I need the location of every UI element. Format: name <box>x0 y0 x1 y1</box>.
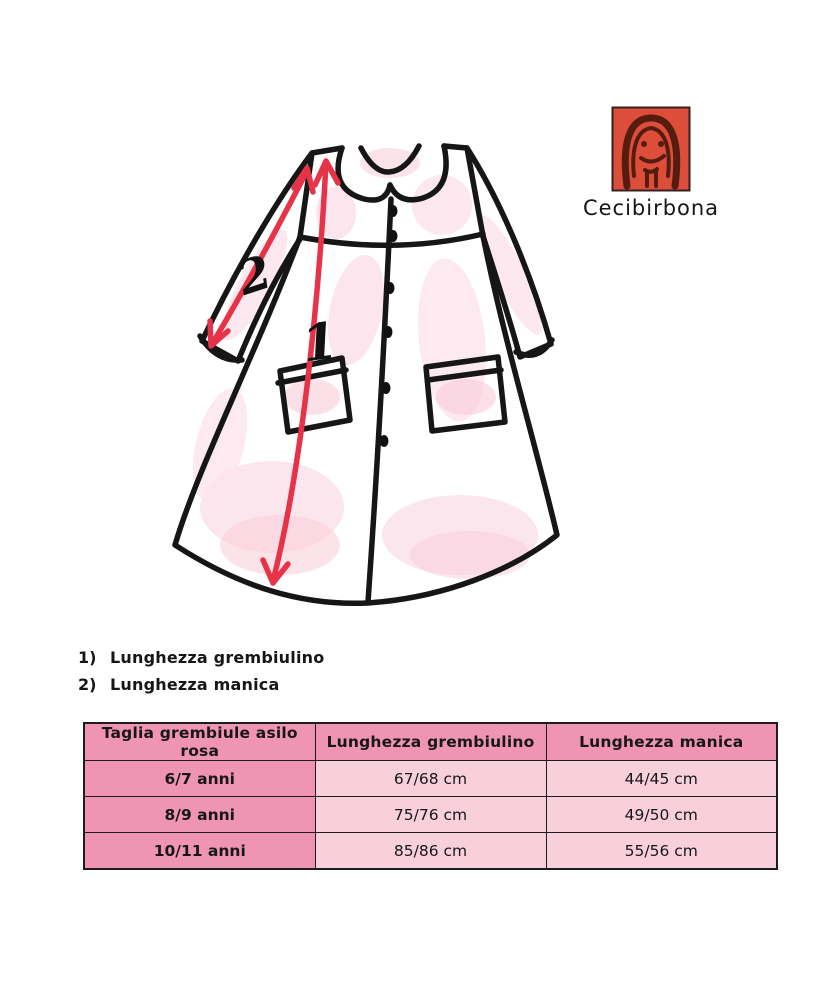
sleeve-cell: 44/45 cm <box>546 761 777 797</box>
length-cell: 85/86 cm <box>315 833 546 870</box>
sleeve-cell: 49/50 cm <box>546 797 777 833</box>
legend-item-length <box>78 649 324 667</box>
arrow-label-length: 1 <box>298 310 342 374</box>
size-cell: 6/7 anni <box>84 761 315 797</box>
length-cell: 67/68 cm <box>315 761 546 797</box>
legend-item-sleeve <box>78 676 324 694</box>
measurement-legend <box>78 649 324 703</box>
table-row <box>84 797 777 833</box>
column-header-size: Taglia grembiule asilo rosa <box>84 723 315 761</box>
brand-logo-icon <box>611 106 691 192</box>
length-cell: 75/76 cm <box>315 797 546 833</box>
brand-block <box>576 106 726 220</box>
legend-label: Lunghezza grembiulino <box>110 648 325 667</box>
column-header-length: Lunghezza grembiulino <box>315 723 546 761</box>
table-row <box>84 833 777 870</box>
size-cell: 10/11 anni <box>84 833 315 870</box>
brand-name: Cecibirbona <box>582 196 720 220</box>
sleeve-cell: 55/56 cm <box>546 833 777 870</box>
column-header-sleeve: Lunghezza manica <box>546 723 777 761</box>
right-cuff <box>516 340 552 355</box>
table-row <box>84 761 777 797</box>
size-table <box>83 722 778 870</box>
size-cell: 8/9 anni <box>84 797 315 833</box>
smock-illustration <box>160 115 580 635</box>
arrow-label-sleeve: 2 <box>230 244 278 306</box>
legend-number: 2) <box>78 675 97 694</box>
legend-label: Lunghezza manica <box>110 675 280 694</box>
smock-drawing <box>160 115 580 635</box>
size-table-header-row <box>84 723 777 761</box>
legend-number: 1) <box>78 648 97 667</box>
